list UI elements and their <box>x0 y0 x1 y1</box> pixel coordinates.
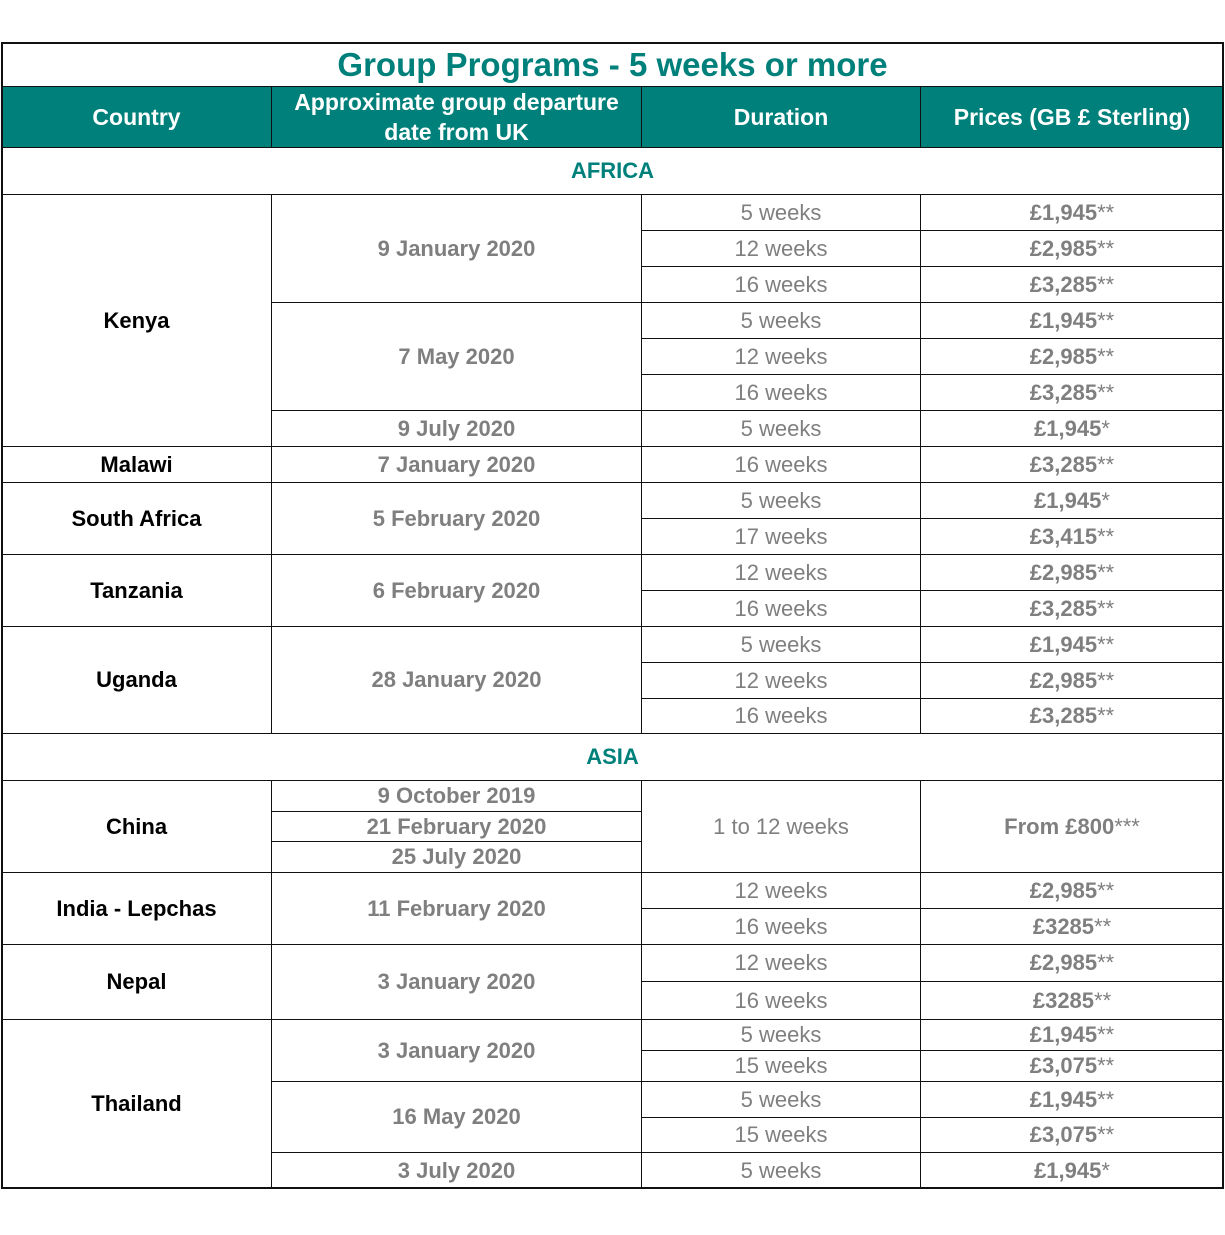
date-china-1: 9 October 2019 <box>271 780 642 812</box>
region-asia: ASIA <box>1 733 1224 781</box>
price-cell <box>920 482 1224 519</box>
price-value: From £800 <box>1004 813 1115 839</box>
price-footnote-marker: ** <box>1097 307 1115 333</box>
price-value: £3285 <box>1032 987 1095 1013</box>
price-value: £3,075 <box>1029 1122 1098 1147</box>
date-thailand-3: 3 July 2020 <box>271 1152 642 1189</box>
price-cell <box>920 374 1224 411</box>
duration-cell: 5 weeks <box>641 410 921 447</box>
price-cell <box>920 446 1224 483</box>
price-footnote-marker: ** <box>1097 950 1115 975</box>
price-value: £2,985 <box>1029 877 1098 903</box>
price-value: £3285 <box>1032 913 1095 939</box>
price-cell <box>920 662 1224 699</box>
price-cell <box>920 1152 1224 1189</box>
price-footnote-marker: ** <box>1097 667 1115 693</box>
price-footnote-marker: ** <box>1097 523 1115 549</box>
duration-cell: 16 weeks <box>641 374 921 411</box>
price-cell <box>920 698 1224 734</box>
price-footnote-marker: ** <box>1097 379 1115 405</box>
date-kenya-3: 9 July 2020 <box>271 410 642 447</box>
price-footnote-marker: ** <box>1097 343 1115 369</box>
table-title-text: Group Programs - 5 weeks or more <box>337 45 888 83</box>
header-duration: Duration <box>641 86 921 148</box>
price-cell <box>920 1117 1224 1153</box>
price-footnote-marker: * <box>1101 487 1110 513</box>
price-cell <box>920 780 1224 873</box>
date-india: 11 February 2020 <box>271 872 642 945</box>
country-china: China <box>1 780 272 873</box>
date-china-3: 25 July 2020 <box>271 841 642 873</box>
price-footnote-marker: ** <box>1094 987 1112 1013</box>
duration-cell: 12 weeks <box>641 662 921 699</box>
duration-cell: 5 weeks <box>641 1019 921 1051</box>
duration-cell: 5 weeks <box>641 1081 921 1118</box>
country-kenya: Kenya <box>1 194 272 447</box>
duration-cell: 16 weeks <box>641 908 921 945</box>
price-footnote-marker: ** <box>1097 1086 1115 1112</box>
country-thailand: Thailand <box>1 1019 272 1189</box>
price-value: £3,285 <box>1029 595 1098 621</box>
duration-cell: 17 weeks <box>641 518 921 555</box>
duration-cell: 16 weeks <box>641 698 921 734</box>
price-footnote-marker: * <box>1101 415 1110 441</box>
price-value: £1,945 <box>1029 307 1098 333</box>
price-cell <box>920 1081 1224 1118</box>
price-footnote-marker: *** <box>1114 813 1140 839</box>
price-cell <box>920 1019 1224 1051</box>
duration-cell: 12 weeks <box>641 230 921 267</box>
price-cell <box>920 266 1224 303</box>
duration-cell: 12 weeks <box>641 872 921 909</box>
price-value: £1,945 <box>1034 487 1102 513</box>
duration-cell: 5 weeks <box>641 626 921 663</box>
header-country: Country <box>1 86 272 148</box>
price-footnote-marker: ** <box>1097 271 1115 297</box>
header-departure: Approximate group departure date from UK <box>271 86 642 148</box>
price-value: £1,945 <box>1029 199 1098 225</box>
price-cell <box>920 518 1224 555</box>
price-value: £2,985 <box>1029 950 1098 975</box>
price-footnote-marker: ** <box>1097 1022 1115 1047</box>
price-cell <box>920 302 1224 339</box>
price-footnote-marker: ** <box>1097 703 1115 728</box>
price-footnote-marker: ** <box>1097 595 1115 621</box>
price-value: £3,285 <box>1029 703 1098 728</box>
date-south-africa: 5 February 2020 <box>271 482 642 555</box>
date-kenya-2: 7 May 2020 <box>271 302 642 411</box>
price-cell <box>920 908 1224 945</box>
date-malawi: 7 January 2020 <box>271 446 642 483</box>
price-value: £3,415 <box>1029 523 1098 549</box>
price-value: £3,285 <box>1029 379 1098 405</box>
price-footnote-marker: ** <box>1097 877 1115 903</box>
price-cell <box>920 590 1224 627</box>
price-value: £1,945 <box>1029 1086 1098 1112</box>
duration-cell: 5 weeks <box>641 1152 921 1189</box>
country-south-africa: South Africa <box>1 482 272 555</box>
price-footnote-marker: ** <box>1097 199 1115 225</box>
country-india: India - Lepchas <box>1 872 272 945</box>
price-value: £2,985 <box>1029 235 1098 261</box>
price-cell <box>920 194 1224 231</box>
duration-cell: 12 weeks <box>641 944 921 982</box>
header-prices: Prices (GB £ Sterling) <box>920 86 1224 148</box>
price-value: £2,985 <box>1029 559 1098 585</box>
price-cell <box>920 230 1224 267</box>
country-malawi: Malawi <box>1 446 272 483</box>
price-value: £3,285 <box>1029 451 1098 477</box>
price-footnote-marker: ** <box>1097 451 1115 477</box>
date-thailand-2: 16 May 2020 <box>271 1081 642 1153</box>
price-footnote-marker: ** <box>1097 631 1115 657</box>
price-value: £2,985 <box>1029 667 1098 693</box>
price-value: £1,945 <box>1034 1157 1102 1183</box>
price-cell <box>920 338 1224 375</box>
date-kenya-1: 9 January 2020 <box>271 194 642 303</box>
date-thailand-1: 3 January 2020 <box>271 1019 642 1082</box>
date-tanzania: 6 February 2020 <box>271 554 642 627</box>
price-cell <box>920 626 1224 663</box>
price-value: £3,075 <box>1029 1053 1098 1078</box>
price-footnote-marker: ** <box>1094 913 1112 939</box>
date-uganda: 28 January 2020 <box>271 626 642 734</box>
country-uganda: Uganda <box>1 626 272 734</box>
region-africa: AFRICA <box>1 147 1224 195</box>
price-value: £2,985 <box>1029 343 1098 369</box>
country-nepal: Nepal <box>1 944 272 1020</box>
duration-cell: 5 weeks <box>641 194 921 231</box>
price-cell <box>920 1050 1224 1082</box>
price-footnote-marker: ** <box>1097 235 1115 261</box>
date-china-2: 21 February 2020 <box>271 811 642 842</box>
price-value: £1,945 <box>1034 415 1102 441</box>
table-title <box>1 42 1224 87</box>
duration-cell: 16 weeks <box>641 590 921 627</box>
duration-cell: 1 to 12 weeks <box>641 780 921 873</box>
duration-cell: 5 weeks <box>641 482 921 519</box>
duration-cell: 15 weeks <box>641 1117 921 1153</box>
duration-cell: 16 weeks <box>641 266 921 303</box>
price-cell <box>920 944 1224 982</box>
price-footnote-marker: ** <box>1097 1122 1115 1147</box>
duration-cell: 16 weeks <box>641 981 921 1020</box>
duration-cell: 12 weeks <box>641 338 921 375</box>
price-footnote-marker: * <box>1101 1157 1110 1183</box>
duration-cell: 15 weeks <box>641 1050 921 1082</box>
price-cell <box>920 554 1224 591</box>
duration-cell: 12 weeks <box>641 554 921 591</box>
date-nepal: 3 January 2020 <box>271 944 642 1020</box>
duration-cell: 5 weeks <box>641 302 921 339</box>
price-footnote-marker: ** <box>1097 1053 1115 1078</box>
duration-cell: 16 weeks <box>641 446 921 483</box>
price-cell <box>920 872 1224 909</box>
price-cell <box>920 410 1224 447</box>
price-cell <box>920 981 1224 1020</box>
price-value: £1,945 <box>1029 631 1098 657</box>
country-tanzania: Tanzania <box>1 554 272 627</box>
price-value: £1,945 <box>1029 1022 1098 1047</box>
price-footnote-marker: ** <box>1097 559 1115 585</box>
price-value: £3,285 <box>1029 271 1098 297</box>
